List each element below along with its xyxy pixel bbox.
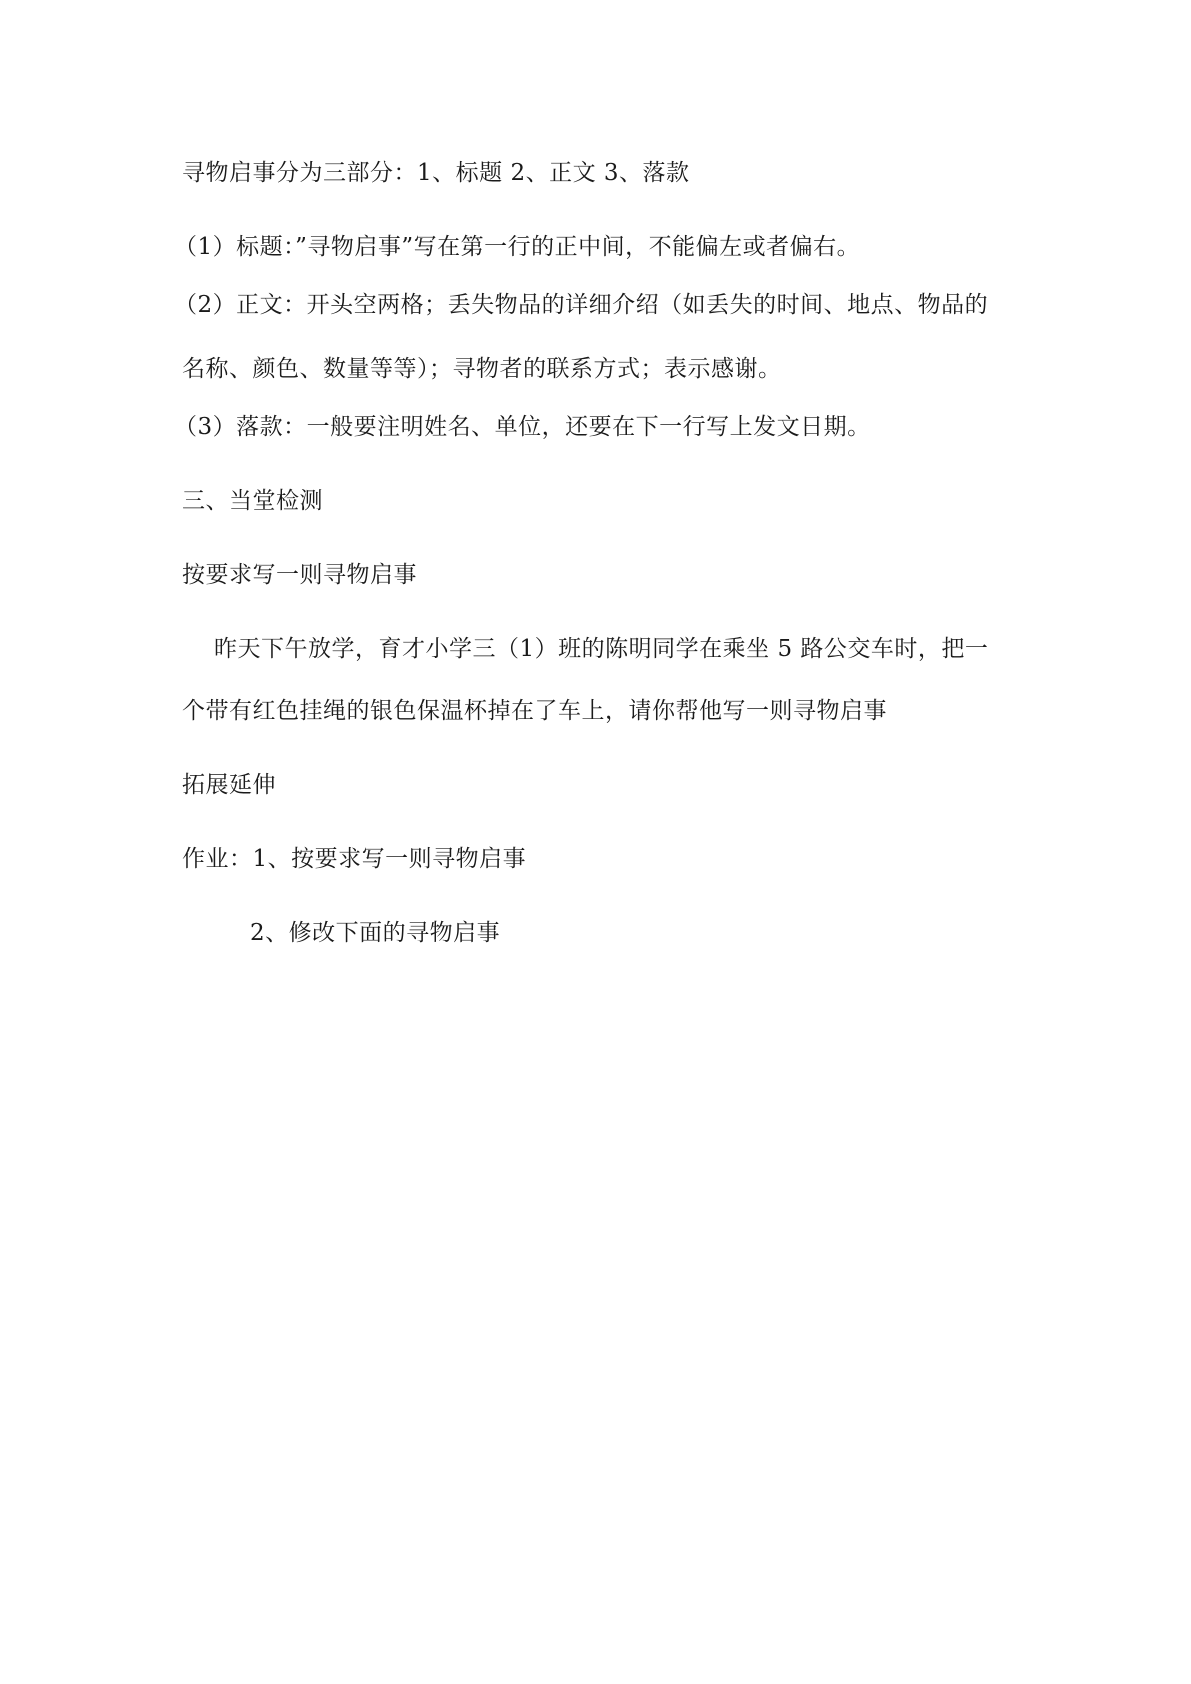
title-rule-line: （1）标题：”寻物启事”写在第一行的正中间，不能偏左或者偏右。 (174, 234, 861, 260)
signature-rule-line: （3）落款：一般要注明姓名、单位，还要在下一行写上发文日期。 (174, 414, 871, 440)
intro-line: 寻物启事分为三部分：1、标题 2、正文 3、落款 (182, 160, 690, 186)
scenario-line: 昨天下午放学，育才小学三（1）班的陈明同学在乘坐 5 路公交车时，把一 (214, 636, 989, 662)
section-heading: 三、当堂检测 (182, 488, 323, 514)
extension-heading: 拓展延伸 (182, 772, 276, 798)
task-heading: 按要求写一则寻物启事 (182, 562, 417, 588)
homework-item-1: 作业：1、按要求写一则寻物启事 (182, 846, 527, 872)
body-rule-line: （2）正文：开头空两格；丢失物品的详细介绍（如丢失的时间、地点、物品的 (174, 292, 989, 318)
scenario-line-cont: 个带有红色挂绳的银色保温杯掉在了车上，请你帮他写一则寻物启事 (182, 698, 887, 724)
body-rule-line-cont: 名称、颜色、数量等等）；寻物者的联系方式；表示感谢。 (182, 356, 782, 382)
homework-item-2: 2、修改下面的寻物启事 (250, 920, 501, 946)
